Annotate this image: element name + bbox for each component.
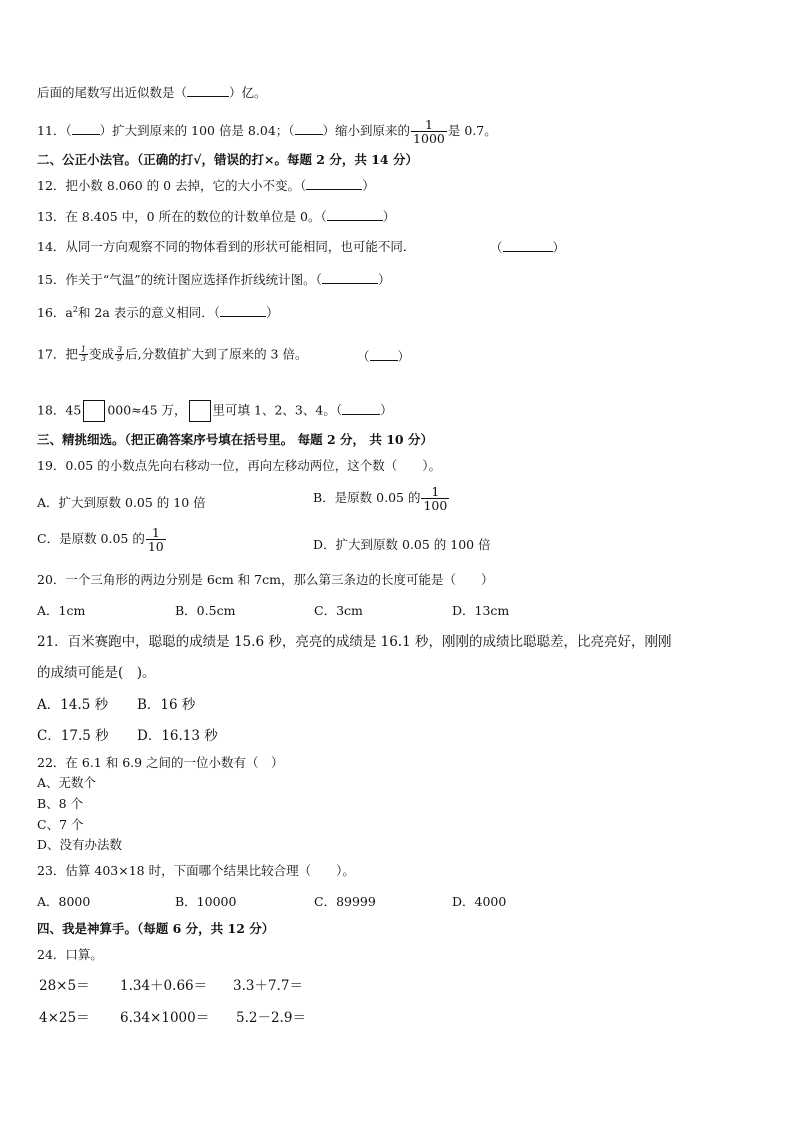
q14-open: （ [490, 240, 503, 255]
q10-tail [37, 84, 267, 101]
fraction [115, 346, 124, 364]
q11-text-4: 是 0.7。 [447, 123, 497, 139]
q14-text: 14．从同一方向观察不同的物体看到的形状可能相同，也可能不同． [37, 239, 416, 254]
q11-text-1: 11．（ [37, 123, 72, 139]
calc-item: 3.3＋7.7＝ [233, 978, 303, 994]
q16-text-1: 16．a [37, 305, 73, 321]
q17-close: ） [397, 349, 411, 364]
question-15 [37, 271, 390, 288]
question-21-line-1: 21．百米赛跑中，聪聪的成绩是 15.6 秒，亮亮的成绩是 16.1 秒，刚刚的成绩比聪聪差，比亮亮好，刚刚 [37, 634, 672, 650]
question-16 [37, 302, 279, 321]
fraction-denominator: 3 [80, 354, 86, 364]
question-24: 24．口算。 [37, 947, 103, 962]
q19-option-b-text: B．是原数 0.05 的 [313, 490, 421, 506]
fraction-numerator: 1 [421, 485, 449, 499]
q19-option-b [313, 485, 450, 512]
q18-text-1: 18．45 [37, 402, 82, 418]
answer-blank[interactable] [306, 177, 362, 190]
fraction [146, 526, 166, 553]
q17-open: （ [357, 349, 370, 364]
question-20: 20．一个三角形的两边分别是 6cm 和 7cm，那么第三条边的长度可能是（ ） [37, 572, 494, 587]
q21-option-c: C．17.5 秒 [37, 728, 109, 744]
q17-text-3: 后,分数值扩大到了原来的 3 倍。 [125, 346, 308, 362]
q10-tail-post: ）亿。 [229, 85, 267, 100]
fraction-denominator: 10 [147, 539, 164, 555]
q12-close: ） [362, 178, 375, 193]
digit-box[interactable] [83, 400, 105, 422]
q21-option-a: A．14.5 秒 [37, 697, 109, 713]
section-2-heading: 二、公正小法官。（正确的打√，错误的打×。每题 2 分，共 14 分） [37, 152, 418, 167]
q20-option-c: C．3cm [314, 603, 363, 618]
fraction-numerator: 3 [117, 345, 123, 354]
q16-close: ） [266, 305, 279, 321]
question-21-line-2: 的成绩可能是( )。 [37, 665, 156, 681]
q20-option-b: B．0.5cm [175, 603, 236, 618]
answer-blank[interactable] [72, 122, 100, 135]
fraction-denominator: 1000 [413, 131, 445, 147]
q13-text: 13．在 8.405 中，0 所在的数位的计数单位是 0。（ [37, 209, 327, 224]
question-12 [37, 177, 375, 194]
question-18 [37, 400, 393, 422]
fraction-numerator: 1 [411, 118, 447, 132]
q21-option-d: D．16.13 秒 [137, 728, 218, 744]
q20-option-a: A．1cm [37, 603, 86, 618]
q22-option-c: C、7 个 [37, 817, 84, 832]
q17-text-2: 变成 [89, 346, 115, 362]
q23-option-b: B．10000 [175, 894, 237, 909]
section-3-heading: 三、精挑细选。（把正确答案序号填在括号里。 每题 2 分， 共 10 分） [37, 432, 433, 447]
q11-text-2: ）扩大到原来的 100 倍是 8.04；（ [99, 123, 295, 139]
q17-answer [357, 348, 410, 365]
question-23: 23．估算 403×18 时，下面哪个结果比较合理（ ）。 [37, 863, 355, 878]
calc-item: 5.2－2.9＝ [236, 1010, 306, 1026]
q17-text-1: 17．把 [37, 346, 78, 362]
q16-text-2: 和 2a 表示的意义相同．（ [77, 305, 221, 321]
q20-option-d: D．13cm [452, 603, 510, 618]
q13-close: ） [382, 209, 396, 224]
fraction-denominator: 100 [423, 498, 448, 514]
q14-answer [490, 239, 565, 256]
answer-blank[interactable] [327, 208, 383, 221]
calc-item: 6.34×1000＝ [120, 1010, 210, 1026]
digit-box[interactable] [189, 400, 211, 422]
q19-option-d: D．扩大到原数 0.05 的 100 倍 [313, 537, 491, 552]
q18-close: ） [380, 402, 393, 418]
q19-option-a: A．扩大到原数 0.05 的 10 倍 [37, 495, 206, 510]
q15-text: 15．作关于“气温”的统计图应选择作折线统计图。（ [37, 272, 322, 287]
answer-blank[interactable] [187, 84, 229, 97]
q22-option-a: A、无数个 [37, 775, 97, 790]
q16-exponent: 2 [72, 305, 78, 314]
q12-text: 12．把小数 8.060 的 0 去掉，它的大小不变。（ [37, 178, 307, 193]
question-17 [37, 346, 307, 364]
answer-blank[interactable] [370, 348, 398, 361]
q23-option-a: A．8000 [37, 894, 91, 909]
q10-tail-pre: 后面的尾数写出近似数是（ [37, 85, 188, 100]
q14-close: ） [552, 240, 566, 255]
answer-blank[interactable] [322, 271, 378, 284]
q19-option-c-text: C．是原数 0.05 的 [37, 531, 145, 547]
section-4-heading: 四、我是神算手。（每题 6 分，共 12 分） [37, 921, 275, 936]
question-22: 22．在 6.1 和 6.9 之间的一位小数有（ ） [37, 755, 284, 770]
q22-option-b: B、8 个 [37, 796, 84, 811]
q23-option-c: C．89999 [314, 894, 376, 909]
calc-item: 1.34＋0.66＝ [120, 978, 208, 994]
answer-blank[interactable] [220, 304, 266, 317]
fraction-numerator: 1 [146, 526, 166, 540]
q19-option-c [37, 526, 167, 553]
q11-text-3: ）缩小到原来的 [322, 123, 411, 139]
question-11 [37, 118, 497, 145]
q18-text-3: 里可填 1、2、3、4。（ [212, 402, 343, 418]
q18-text-2: 000≈45 万， [107, 402, 187, 418]
q22-option-d: D、没有办法数 [37, 837, 123, 852]
fraction [411, 118, 447, 145]
fraction-denominator: 9 [117, 354, 123, 364]
q15-close: ） [377, 272, 391, 287]
q21-option-b: B．16 秒 [137, 697, 196, 713]
answer-blank[interactable] [342, 402, 380, 415]
answer-blank[interactable] [503, 239, 553, 252]
q23-option-d: D．4000 [452, 894, 507, 909]
fraction [421, 485, 449, 512]
fraction [79, 346, 88, 364]
fraction-numerator: 1 [80, 345, 86, 354]
question-19: 19．0.05 的小数点先向右移动一位，再向左移动两位，这个数（ ）。 [37, 458, 441, 473]
answer-blank[interactable] [295, 122, 323, 135]
question-14 [37, 239, 415, 255]
calc-item: 28×5＝ [39, 978, 90, 994]
calc-item: 4×25＝ [39, 1010, 90, 1026]
question-13 [37, 208, 395, 225]
